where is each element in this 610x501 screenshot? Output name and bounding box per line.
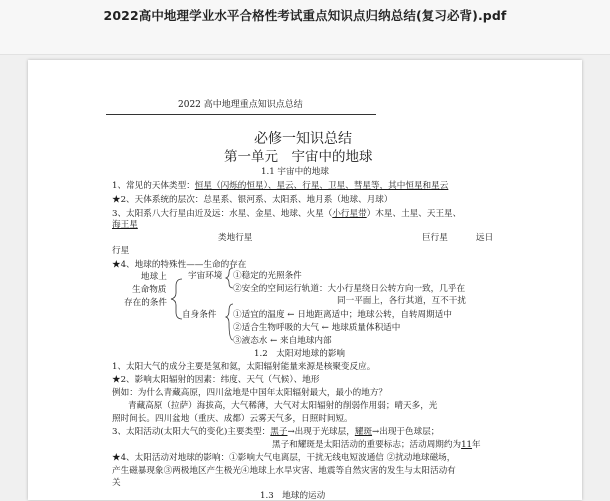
paragraph-line: 照时间长。四川盆地（重庆、成都）云雾天气多，日照时间短。 bbox=[112, 414, 353, 424]
paragraph-line: 海王星 bbox=[112, 220, 138, 230]
planet-class-label: 远日 bbox=[476, 233, 494, 243]
section-heading: 1.3 地球的运动 bbox=[260, 491, 326, 501]
mindmap-leaf: ①适宜的温度 ← 日地距离适中；地球公转，自转周期适中 bbox=[233, 310, 452, 320]
paragraph-line: 关 bbox=[112, 478, 121, 488]
section-heading: 1.1 宇宙中的地球 bbox=[261, 167, 329, 177]
mindmap-root-label: 存在的条件 bbox=[124, 298, 167, 308]
mindmap-leaf: ③液态水 ← 来自地球内部 bbox=[233, 336, 332, 346]
planet-class-label: 类地行星 bbox=[218, 233, 253, 243]
mindmap-root-label: 生命物质 bbox=[132, 285, 167, 295]
main-title: 必修一知识总结 bbox=[254, 131, 352, 147]
document-title: 2022高中地理学业水平合格性考试重点知识点归纳总结(复习必背).pdf bbox=[103, 8, 507, 23]
mindmap-leaf: ①稳定的光照条件 bbox=[233, 271, 302, 281]
mindmap-leaf: ②安全的空间运行轨道：大小行星绕日公转方向一致，几乎在 bbox=[233, 284, 466, 294]
paragraph-line: 1、常见的天体类型：恒星（闪烁的恒星）、星云、行星、卫星、彗星等，其中恒星和星云 bbox=[112, 181, 449, 191]
paragraph-line: ★2、影响太阳辐射的因素：纬度、天气（气候）、地形 bbox=[112, 375, 320, 385]
mindmap-leaf: ②适合生物呼吸的大气 ← 地球质量体积适中 bbox=[233, 323, 401, 333]
mindmap-leaf: 同一平面上，各行其道，互不干扰 bbox=[337, 296, 466, 306]
pdf-page bbox=[28, 60, 582, 500]
section-heading: 1.2 太阳对地球的影响 bbox=[254, 349, 346, 359]
paragraph-line: 黑子和耀斑是太阳活动的重要标志；活动周期约为11年 bbox=[272, 440, 481, 450]
unit-title: 第一单元 宇宙中的地球 bbox=[224, 149, 373, 165]
mindmap-root-label: 地球上 bbox=[141, 272, 167, 282]
paragraph-line: ★4、太阳活动对地球的影响：①影响大气电离层，干扰无线电短波通信 ②扰动地球磁场， bbox=[112, 453, 456, 463]
paragraph-line: 例如：为什么青藏高原，四川盆地是中国年太阳辐射最大，最小的地方？ bbox=[112, 388, 388, 398]
paragraph-line: 1、太阳大气的成分主要是氢和氦，太阳辐射能量来源是核聚变反应。 bbox=[112, 362, 376, 372]
paragraph-line: 青藏高原（拉萨）海拔高，大气稀薄，大气对太阳辐射的削弱作用弱；晴天多，光 bbox=[128, 401, 438, 411]
running-header: 2022 高中地理重点知识点总结 bbox=[178, 100, 303, 110]
paragraph-line: ★4、地球的特殊性——生命的存在 bbox=[112, 260, 247, 270]
paragraph-line: 3、太阳系八大行星由近及远：水星、金星、地球、火星（小行星带）木星、土星、天王星、 bbox=[112, 209, 462, 219]
paragraph-line: ★2、天体系统的层次：总星系、银河系、太阳系、地月系（地球、月球） bbox=[112, 195, 393, 205]
title-bar bbox=[0, 0, 610, 55]
mindmap-branch: 自身条件 bbox=[182, 310, 217, 320]
paragraph-line: 产生磁暴现象③两极地区产生极光④地球上水旱灾害、地震等自然灾害的发生与太阳活动有 bbox=[112, 466, 456, 476]
mindmap-branch: 宇宙环境 bbox=[188, 271, 223, 281]
paragraph-line: 3、太阳活动(太阳大气的变化)主要类型：黑子→出现于光球层，耀斑→出现于色球层； bbox=[112, 427, 440, 437]
paragraph-line: 行星 bbox=[112, 246, 130, 256]
planet-class-label: 巨行星 bbox=[422, 233, 448, 243]
